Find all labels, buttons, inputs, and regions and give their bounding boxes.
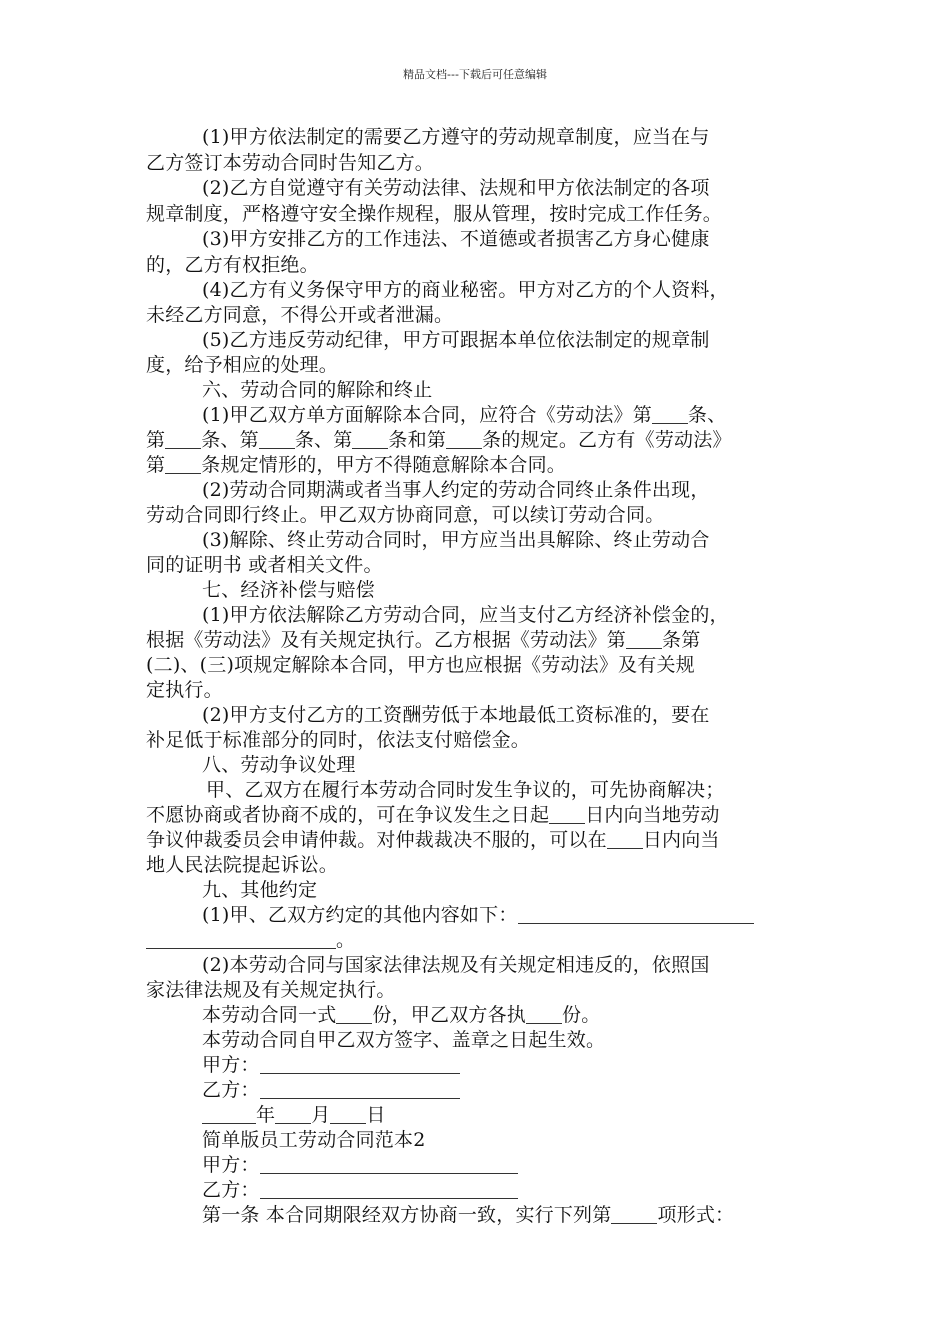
text-segment: 日内向当地劳动 (585, 804, 720, 826)
document-title: 简单版员工劳动合同范本2 (202, 1129, 426, 1151)
text-segment: 日 (366, 1104, 386, 1126)
text-segment: 份。 (562, 1004, 601, 1026)
fill-blank (202, 1105, 256, 1124)
text-line (202, 903, 882, 927)
fill-blank (352, 430, 388, 449)
fill-blank (260, 1155, 518, 1174)
section-heading: 七、经济补偿与赔偿 (202, 579, 375, 601)
text-line: (2)劳动合同期满或者当事人约定的劳动合同终止条件出现， (202, 479, 710, 501)
text-line: (2)本劳动合同与国家法律法规及有关规定相违反的，依照国 (202, 954, 710, 976)
text-line: (5)乙方违反劳动纪律，甲方可跟据本单位依法制定的规章制 (202, 329, 710, 351)
text-line (202, 403, 882, 427)
text-line: 规章制度，严格遵守安全操作规程，服从管理，按时完成工作任务。 (146, 203, 723, 225)
fill-blank (259, 430, 295, 449)
text-segment: 。 (336, 929, 356, 951)
fill-blank (260, 1055, 460, 1074)
text-segment: (1)甲、乙双方约定的其他内容如下： (202, 904, 518, 926)
text-segment: 争议仲裁委员会申请仲裁。对仲裁裁决不服的，可以在 (146, 829, 607, 851)
section-heading: 八、劳动争议处理 (202, 754, 356, 776)
text-segment: 条规定情形的，甲方不得随意解除本合同。 (201, 454, 567, 476)
text-segment: 第一条 本合同期限经双方协商一致，实行下列第 (202, 1204, 612, 1226)
text-line: (3)解除、终止劳动合同时，甲方应当出具解除、终止劳动合 (202, 529, 710, 551)
fill-blank (607, 830, 643, 849)
text-segment: 年 (256, 1104, 276, 1126)
text-line (202, 1203, 882, 1227)
text-segment: (1)甲乙双方单方面解除本合同，应符合《劳动法》第 (202, 404, 652, 426)
text-segment: 乙方： (202, 1079, 260, 1101)
text-line (146, 928, 826, 952)
fill-blank (549, 805, 585, 824)
text-line: 定执行。 (146, 679, 223, 701)
fill-blank (146, 930, 336, 949)
text-line: 劳动合同即行终止。甲乙双方协商同意，可以续订劳动合同。 (146, 504, 665, 526)
fill-blank (611, 1205, 657, 1224)
signature-line (202, 1053, 882, 1077)
text-segment: 份，甲乙双方各执 (372, 1004, 527, 1026)
fill-blank (518, 905, 754, 924)
section-heading: 九、其他约定 (202, 879, 318, 901)
fill-blank (446, 430, 482, 449)
text-segment: 甲方： (202, 1054, 260, 1076)
text-segment: 根据《劳动法》及有关规定执行。乙方根据《劳动法》第 (146, 629, 627, 651)
text-segment: 月 (311, 1104, 331, 1126)
fill-blank (526, 1005, 562, 1024)
signature-line (202, 1078, 882, 1102)
fill-blank (165, 455, 201, 474)
text-line: 家法律法规及有关规定执行。 (146, 979, 396, 1001)
text-line: (二)、(三)项规定解除本合同，甲方也应根据《劳动法》及有关规 (146, 654, 695, 676)
text-line (146, 803, 826, 827)
text-segment: 乙方： (202, 1179, 260, 1201)
text-segment: 本劳动合同一式 (202, 1004, 337, 1026)
text-segment: 第 (146, 429, 166, 451)
date-line (202, 1103, 882, 1127)
text-segment: 不愿协商或者协商不成的，可在争议发生之日起 (146, 804, 550, 826)
fill-blank (165, 430, 201, 449)
text-segment: 条第 (662, 629, 701, 651)
text-line: 的，乙方有权拒绝。 (146, 254, 319, 276)
text-segment: 条、第 (201, 429, 259, 451)
text-line (202, 1003, 882, 1027)
text-line: 未经乙方同意，不得公开或者泄漏。 (146, 304, 454, 326)
text-line: 补足低于标准部分的同时，依法支付赔偿金。 (146, 729, 531, 751)
text-line: (3)甲方安排乙方的工作违法、不道德或者损害乙方身心健康 (202, 228, 710, 250)
text-line (146, 453, 826, 477)
text-segment: 第 (146, 454, 166, 476)
text-line: 度，给予相应的处理。 (146, 354, 339, 376)
text-line: 地人民法院提起诉讼。 (146, 854, 339, 876)
text-segment: 项形式： (657, 1204, 735, 1226)
text-line: 甲、乙双方在履行本劳动合同时发生争议的，可先协商解决； (206, 779, 725, 801)
text-line (146, 628, 826, 652)
text-segment: 条、第 (294, 429, 353, 451)
text-line: (2)乙方自觉遵守有关劳动法律、法规和甲方依法制定的各项 (202, 177, 710, 199)
signature-line (202, 1178, 882, 1202)
text-segment: 甲方： (202, 1154, 260, 1176)
fill-blank (260, 1080, 460, 1099)
text-line: 乙方签订本劳动合同时告知乙方。 (146, 152, 435, 174)
text-line (146, 828, 826, 852)
text-line: (1)甲方依法制定的需要乙方遵守的劳动规章制度，应当在与 (202, 126, 710, 148)
text-segment: 日内向当 (642, 829, 720, 851)
text-segment: 条、 (687, 404, 727, 426)
text-line: (1)甲方依法解除乙方劳动合同，应当支付乙方经济补偿金的， (202, 604, 729, 626)
section-heading: 六、劳动合同的解除和终止 (202, 379, 433, 401)
page-header: 精品文档---下载后可任意编辑 (403, 68, 547, 81)
text-segment: 条和第 (388, 429, 447, 451)
fill-blank (336, 1005, 372, 1024)
fill-blank (626, 630, 662, 649)
text-segment: 条的规定。乙方有《劳动法》 (482, 429, 732, 451)
text-line: 本劳动合同自甲乙双方签字、盖章之日起生效。 (202, 1029, 606, 1051)
text-line (146, 428, 826, 452)
fill-blank (275, 1105, 311, 1124)
text-line: (4)乙方有义务保守甲方的商业秘密。甲方对乙方的个人资料， (202, 279, 729, 301)
text-line: 同的证明书 或者相关文件。 (146, 554, 383, 576)
fill-blank (330, 1105, 366, 1124)
fill-blank (652, 405, 688, 424)
signature-line (202, 1153, 882, 1177)
text-line: (2)甲方支付乙方的工资酬劳低于本地最低工资标准的，要在 (202, 704, 710, 726)
fill-blank (260, 1180, 518, 1199)
